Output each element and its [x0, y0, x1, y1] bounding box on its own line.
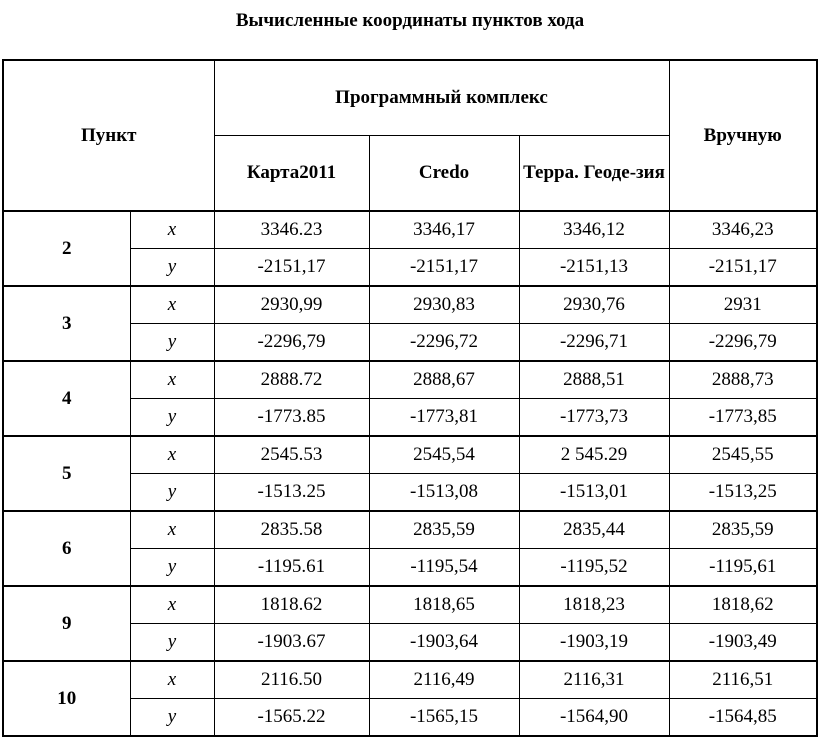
point-number: 10 [3, 661, 130, 736]
cell-y: -2296,71 [519, 324, 669, 362]
axis-y-label: y [130, 249, 214, 287]
cell-x: 2835,44 [519, 511, 669, 549]
cell-y: -1564,90 [519, 699, 669, 737]
header-credo: Credo [369, 135, 519, 211]
axis-x-label: x [130, 361, 214, 399]
cell-y: -1903,64 [369, 624, 519, 662]
header-karta2011: Карта2011 [214, 135, 369, 211]
point-number: 9 [3, 586, 130, 661]
table-row [3, 436, 817, 474]
cell-y: -1903,19 [519, 624, 669, 662]
axis-x-label: x [130, 511, 214, 549]
cell-x: 2930,83 [369, 286, 519, 324]
cell-y: -1564,85 [669, 699, 817, 737]
cell-x: 1818.62 [214, 586, 369, 624]
cell-y: -1195,52 [519, 549, 669, 587]
axis-y-label: y [130, 399, 214, 437]
cell-y: -1773,81 [369, 399, 519, 437]
cell-x: 2116.50 [214, 661, 369, 699]
point-number: 4 [3, 361, 130, 436]
table-row [3, 211, 817, 249]
cell-x: 2835,59 [369, 511, 519, 549]
point-number: 6 [3, 511, 130, 586]
cell-y: -2151,17 [369, 249, 519, 287]
coordinates-table [2, 59, 818, 737]
table-title: Вычисленные координаты пунктов хода [235, 10, 585, 31]
cell-x: 3346.23 [214, 211, 369, 249]
cell-x: 2888,67 [369, 361, 519, 399]
cell-x: 2545,55 [669, 436, 817, 474]
cell-x: 3346,12 [519, 211, 669, 249]
cell-y: -1513,25 [669, 474, 817, 512]
cell-x: 2 545.29 [519, 436, 669, 474]
cell-x: 2930,99 [214, 286, 369, 324]
point-number: 2 [3, 211, 130, 286]
cell-y: -1903,49 [669, 624, 817, 662]
axis-y-label: y [130, 324, 214, 362]
table-row [3, 286, 817, 324]
cell-x: 2888.72 [214, 361, 369, 399]
cell-y: -1195,54 [369, 549, 519, 587]
cell-x: 2545.53 [214, 436, 369, 474]
cell-x: 1818,62 [669, 586, 817, 624]
cell-y: -1903.67 [214, 624, 369, 662]
axis-y-label: y [130, 624, 214, 662]
cell-y: -1773.85 [214, 399, 369, 437]
axis-y-label: y [130, 549, 214, 587]
cell-y: -2151,13 [519, 249, 669, 287]
cell-x: 2930,76 [519, 286, 669, 324]
cell-x: 3346,23 [669, 211, 817, 249]
cell-x: 2545,54 [369, 436, 519, 474]
axis-x-label: x [130, 211, 214, 249]
cell-y: -1513.25 [214, 474, 369, 512]
axis-y-label: y [130, 474, 214, 512]
cell-x: 2835.58 [214, 511, 369, 549]
axis-x-label: x [130, 586, 214, 624]
cell-y: -1773,73 [519, 399, 669, 437]
cell-x: 1818,65 [369, 586, 519, 624]
axis-y-label: y [130, 699, 214, 737]
cell-x: 2116,49 [369, 661, 519, 699]
axis-x-label: x [130, 436, 214, 474]
cell-x: 3346,17 [369, 211, 519, 249]
cell-x: 2888,73 [669, 361, 817, 399]
cell-y: -1513,01 [519, 474, 669, 512]
cell-y: -1195.61 [214, 549, 369, 587]
cell-x: 2116,51 [669, 661, 817, 699]
axis-x-label: x [130, 661, 214, 699]
cell-x: 1818,23 [519, 586, 669, 624]
table-row [3, 586, 817, 624]
cell-x: 2888,51 [519, 361, 669, 399]
header-terra-geodesy: Терра. Геоде-зия [519, 135, 669, 211]
cell-y: -2296,79 [669, 324, 817, 362]
table-row [3, 511, 817, 549]
point-number: 3 [3, 286, 130, 361]
cell-x: 2116,31 [519, 661, 669, 699]
header-software-group: Программный комплекс [214, 60, 669, 135]
cell-y: -2151,17 [214, 249, 369, 287]
axis-x-label: x [130, 286, 214, 324]
point-number: 5 [3, 436, 130, 511]
cell-y: -1195,61 [669, 549, 817, 587]
header-point: Пункт [3, 60, 214, 211]
header-manual: Вручную [669, 60, 817, 211]
cell-x: 2835,59 [669, 511, 817, 549]
cell-y: -1513,08 [369, 474, 519, 512]
table-row [3, 661, 817, 699]
cell-y: -1773,85 [669, 399, 817, 437]
cell-x: 2931 [669, 286, 817, 324]
cell-y: -1565,15 [369, 699, 519, 737]
cell-y: -2296,72 [369, 324, 519, 362]
cell-y: -1565.22 [214, 699, 369, 737]
table-row [3, 361, 817, 399]
cell-y: -2151,17 [669, 249, 817, 287]
cell-y: -2296,79 [214, 324, 369, 362]
